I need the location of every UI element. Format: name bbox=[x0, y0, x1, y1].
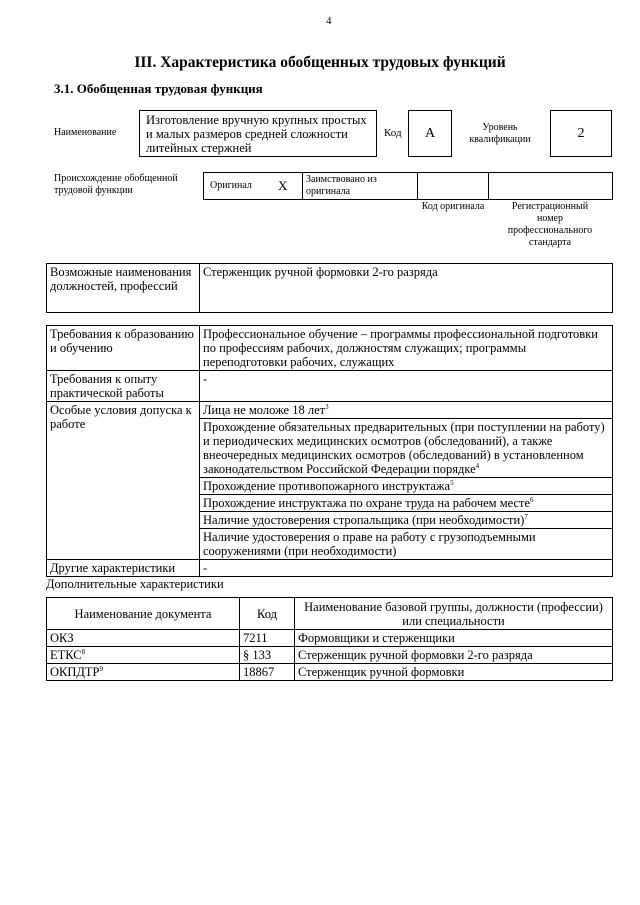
condition-item: Наличие удостоверения о праве на работу с грузоподъемными сооружениями (при необходимости) bbox=[200, 529, 613, 560]
condition-item: Лица не моложе 18 лет$^3$ bbox=[200, 402, 613, 419]
name-cell: Стерженщик ручной формовки bbox=[295, 664, 613, 681]
header-document: Наименование документа bbox=[47, 598, 240, 630]
header-code: Код bbox=[240, 598, 295, 630]
code-cell: 18867 bbox=[240, 664, 295, 681]
condition-item: Наличие удостоверения стропальщика (при необходимости)$^7$ bbox=[200, 512, 613, 529]
original-mark: Х bbox=[278, 178, 288, 193]
requirements-table bbox=[46, 325, 613, 577]
reg-number-caption: Регистрационный номер профессионального стандарта bbox=[507, 201, 593, 248]
positions-value: Стерженщик ручной формовки 2-го разряда bbox=[200, 264, 613, 313]
doc-cell: ОКПДТР$^9$ bbox=[47, 664, 240, 681]
positions-table bbox=[46, 263, 613, 313]
other-value: - bbox=[200, 560, 613, 577]
origin-table bbox=[203, 172, 613, 200]
education-value: Профессиональное обучение – программы профессиональной подготовки по профессиям рабочих, должностям служащих; программы переподготовки рабочих, служащих bbox=[200, 326, 613, 371]
condition-item: Прохождение противопожарного инструктажа$^5$ bbox=[200, 478, 613, 495]
code-value: А bbox=[424, 126, 436, 141]
code-cell: § 133 bbox=[240, 647, 295, 664]
header-group: Наименование базовой группы, должности (профессии) или специальности bbox=[295, 598, 613, 630]
experience-label: Требования к опыту практической работы bbox=[47, 371, 200, 402]
table-row bbox=[47, 647, 613, 664]
code-label: Код bbox=[384, 127, 402, 139]
table-row bbox=[47, 630, 613, 647]
level-label: Уровень квалификации bbox=[469, 122, 531, 145]
name-value: Изготовление вручную крупных простых и малых размеров средней сложности литейных стержней bbox=[146, 113, 367, 155]
condition-item: Прохождение инструктажа по охране труда на рабочем месте$^6$ bbox=[200, 495, 613, 512]
section-title: III. Характеристика обобщенных трудовых функций bbox=[134, 54, 506, 71]
condition-item: Прохождение обязательных предварительных (при поступлении на работу) и периодических медицинских осмотров (обследований), а также внеочередных медицинских осмотров (обследований) в установленном законодательством Российской Федерации порядке$^4$ bbox=[200, 419, 613, 478]
name-cell: Формовщики и стерженщики bbox=[295, 630, 613, 647]
page-number: 4 bbox=[326, 15, 332, 27]
origin-label: Происхождение обобщенной трудовой функции bbox=[54, 173, 178, 196]
original-label: Оригинал bbox=[210, 180, 252, 191]
code-cell: 7211 bbox=[240, 630, 295, 647]
doc-cell: ЕТКС$^8$ bbox=[47, 647, 240, 664]
name-cell: Стерженщик ручной формовки 2-го разряда bbox=[295, 647, 613, 664]
conditions-label: Особые условия допуска к работе bbox=[47, 402, 200, 560]
code-original-caption: Код оригинала bbox=[421, 201, 485, 212]
borrowed-label: Заимствовано из оригинала bbox=[306, 174, 377, 197]
doc-cell: ОКЗ bbox=[47, 630, 240, 647]
other-label: Другие характеристики bbox=[47, 560, 200, 577]
level-value: 2 bbox=[577, 126, 585, 141]
subsection-title: 3.1. Обобщенная трудовая функция bbox=[54, 81, 263, 96]
name-label: Наименование bbox=[54, 127, 117, 138]
education-label: Требования к образованию и обучению bbox=[47, 326, 200, 371]
code-value-box bbox=[408, 110, 452, 157]
experience-value: - bbox=[200, 371, 613, 402]
additional-title: Дополнительные характеристики bbox=[46, 577, 224, 591]
name-value-box bbox=[139, 110, 377, 157]
level-value-box bbox=[550, 110, 612, 157]
additional-table bbox=[46, 597, 613, 681]
table-row bbox=[47, 664, 613, 681]
positions-label: Возможные наименования должностей, профессий bbox=[47, 264, 200, 313]
